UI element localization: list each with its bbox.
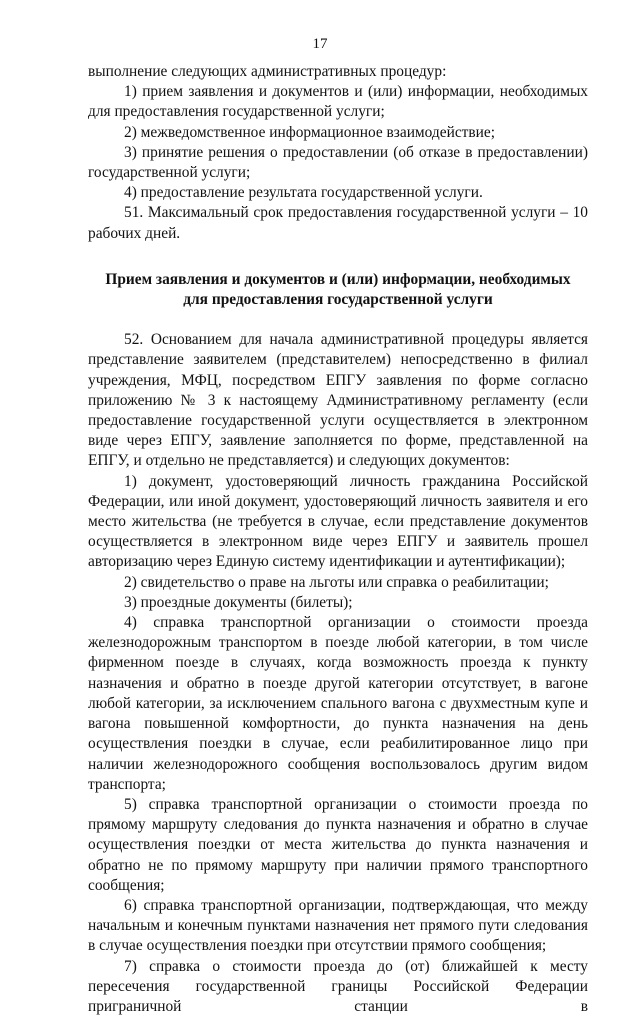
list-item: 2) межведомственное информационное взаимодействие; — [124, 123, 495, 141]
list-item: 1) прием заявления и документов и (или) информации, необходимых для предоставления государственной услуги; — [88, 83, 588, 121]
list-item: 3) принятие решения о предоставлении (об отказе в предоставлении) государственной услуги; — [88, 143, 588, 182]
list-item: 2) свидетельство о праве на льготы или справка о реабилитации; — [124, 573, 549, 591]
list-item: 4) справка транспортной организации о стоимости проезда железнодорожным транспортом в поезде любой категории, в том числе фирменном поезде в случаях, когда возможность проезда к пункту назначения и обратно в поезде другой категории отсутствует, в вагоне любой категории, за исключением спального вагона с двухместным купе и вагона повышенной комфортности, до пункта назначения на день осуществления поездки в случае, если реабилитированное лицо при наличии железнодорожного сообщения воспользовалось другим видом транспорта; — [88, 614, 588, 793]
paragraph: 52. Основанием для начала административной процедуры является представление заявителем (представителем) непосредственно в филиал учреждения, МФЦ, посредством ЕПГУ заявления по форме согласно приложению № 3 к настоящему Административному регламенту (если предоставление государственной услуги осуществляется в электронном виде через ЕПГУ, заявление заполняется по форме, представленной на ЕПГУ, и отдельно не представляется) и следующих документов: — [88, 331, 588, 470]
page-number: 17 — [312, 36, 328, 52]
paragraph: 51. Максимальный срок предоставления государственной услуги – 10 рабочих дней. — [88, 204, 588, 242]
list-item: 5) справка транспортной организации о стоимости проезда по прямому маршруту следования до пункта назначения и обратно в случае осуществления поездки от места жительства до пункта назначения и обратно не по прямому маршруту при наличии прямого транспортного сообщения; — [88, 795, 588, 894]
section-heading: Прием заявления и документов и (или) информации, необходимых для предоставления государственной услуги — [105, 270, 571, 309]
list-item: 6) справка транспортной организации, подтверждающая, что между начальным и конечным пунктами назначения нет прямого пути следования в случае осуществления поездки при отсутствии прямого сообщения; — [88, 896, 588, 955]
paragraph: выполнение следующих административных процедур: — [88, 63, 447, 80]
list-item: 7) справка о стоимости проезда до (от) ближайшей к месту пересечения государственной границы Российской Федерации приграничной станции в — [88, 957, 588, 1015]
list-item: 3) проездные документы (билеты); — [124, 593, 353, 611]
list-item: 4) предоставление результата государственной услуги. — [124, 184, 483, 202]
list-item: 1) документ, удостоверяющий личность гражданина Российской Федерации, или иной документ, удостоверяющий личность заявителя и его место жительства (не требуется в случае, если представление документов осуществляется в электронном виде через ЕПГУ и заявитель прошел авторизацию через Единую систему идентификации и аутентификации); — [88, 472, 588, 571]
document-body — [88, 62, 588, 1017]
